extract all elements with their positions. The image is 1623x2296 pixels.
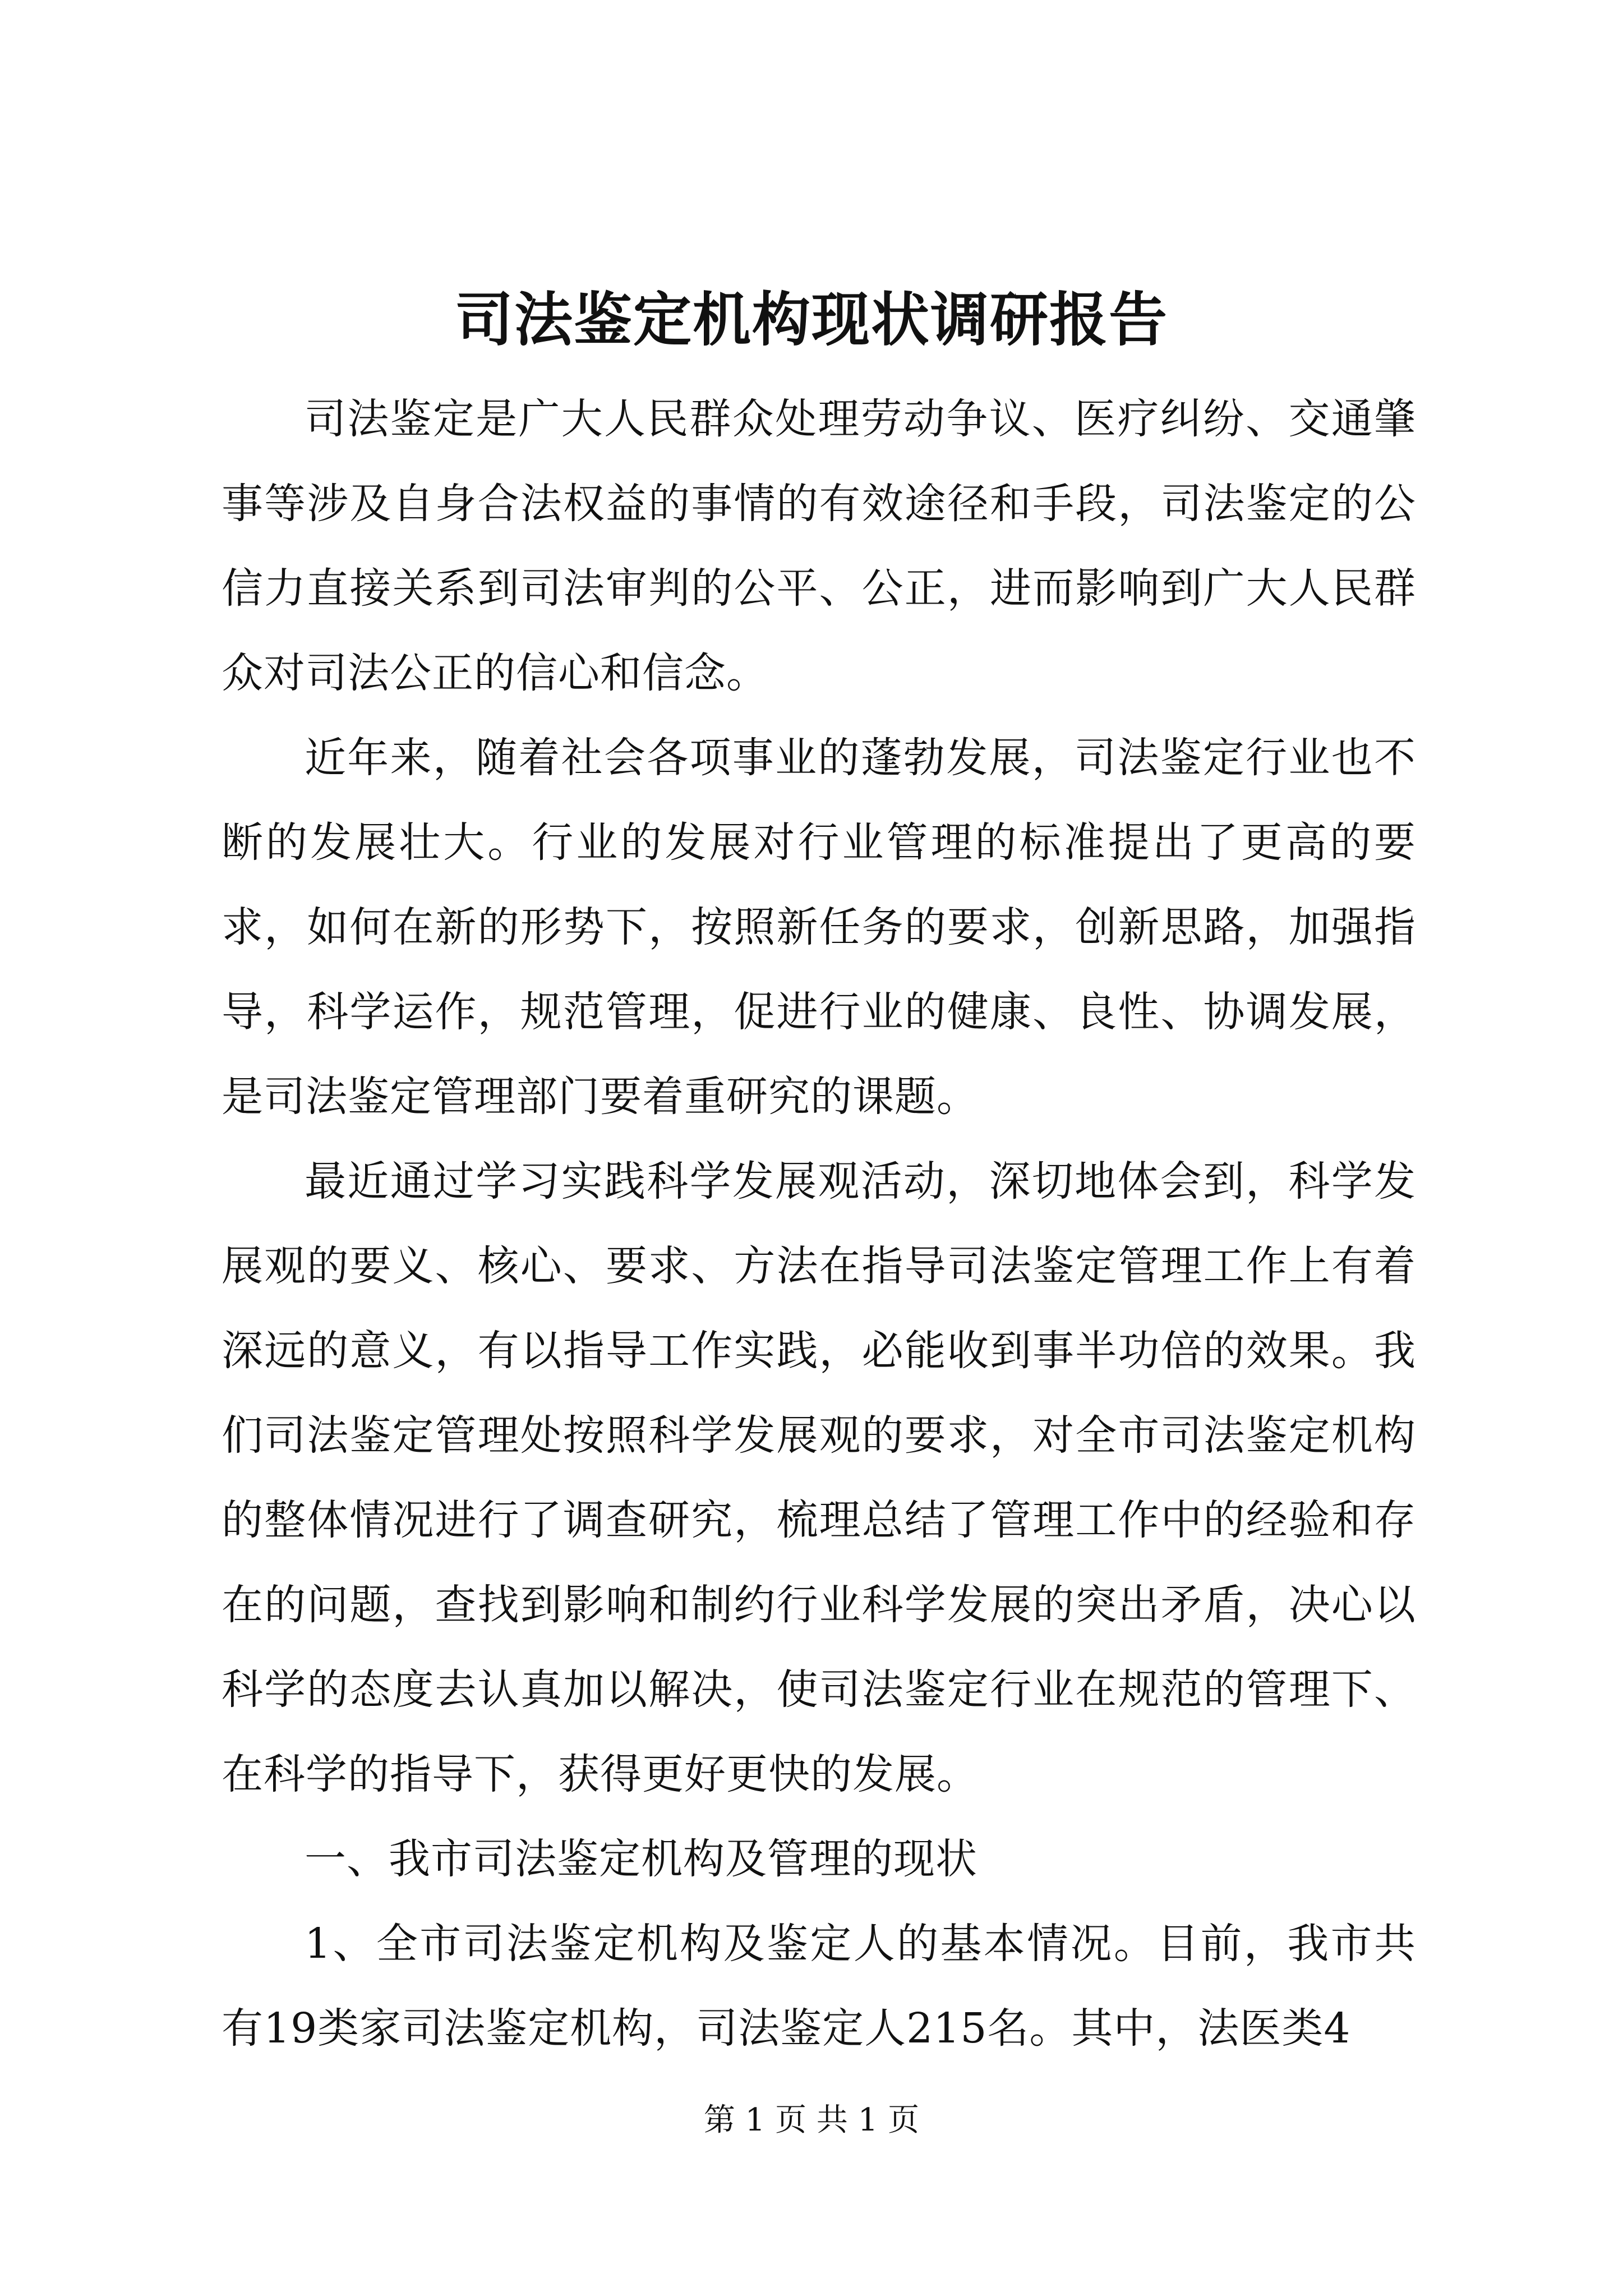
paragraph-basic-situation: 1、全市司法鉴定机构及鉴定人的基本情况。目前，我市共有19类家司法鉴定机构，司法鉴定人215名。其中，法医类4 <box>222 1920 1416 2053</box>
page-footer: 第 1 页 共 1 页 <box>703 2102 920 2138</box>
document-title: 司法鉴定机构现状调研报告 <box>454 285 1168 354</box>
document-body <box>222 377 1416 2071</box>
section-heading: 一、我市司法鉴定机构及管理的现状 <box>305 1835 978 1883</box>
paragraph-development: 近年来，随着社会各项事业的蓬勃发展，司法鉴定行业也不断的发展壮大。行业的发展对行业管理的标准提出了更高的要求，如何在新的形势下，按照新任务的要求，创新思路，加强指导，科学运作，规范管理，促进行业的健康、良性、协调发展，是司法鉴定管理部门要着重研究的课题。 <box>222 734 1416 1121</box>
paragraph-intro: 司法鉴定是广大人民群众处理劳动争议、医疗纠纷、交通肇事等涉及自身合法权益的事情的有效途径和手段，司法鉴定的公信力直接关系到司法审判的公平、公正，进而影响到广大人民群众对司法公正的信心和信念。 <box>222 395 1416 697</box>
paragraph-study: 最近通过学习实践科学发展观活动，深切地体会到，科学发展观的要义、核心、要求、方法在指导司法鉴定管理工作上有着深远的意义，有以指导工作实践，必能收到事半功倍的效果。我们司法鉴定管理处按照科学发展观的要求，对全市司法鉴定机构的整体情况进行了调查研究，梳理总结了管理工作中的经验和存在的问题，查找到影响和制约行业科学发展的突出矛盾，决心以科学的态度去认真加以解决，使司法鉴定行业在规范的管理下、在科学的指导下，获得更好更快的发展。 <box>222 1157 1416 1798</box>
